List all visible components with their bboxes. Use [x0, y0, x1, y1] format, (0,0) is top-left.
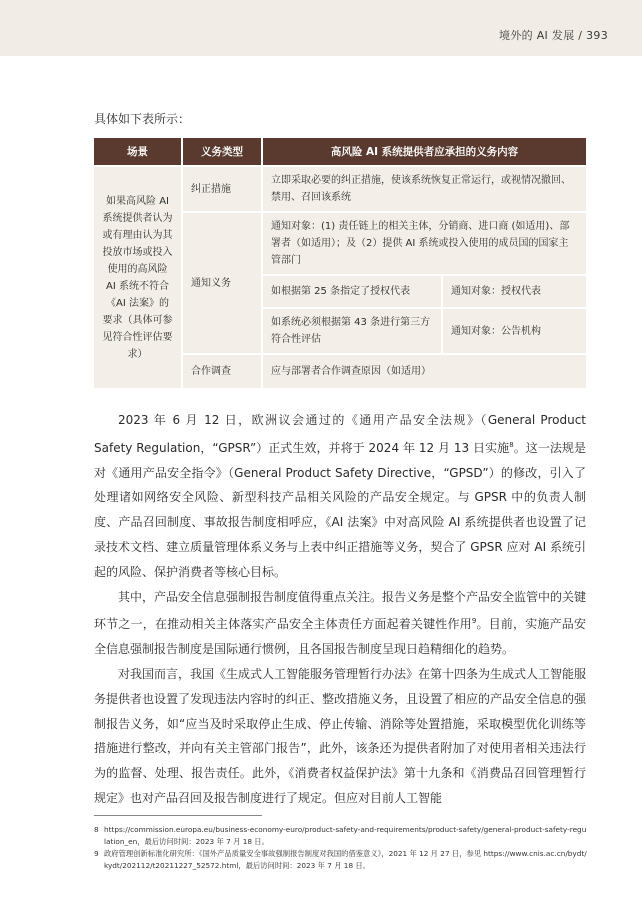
content-corrective: 立即采取必要的纠正措施，使该系统恢复正常运行，或视情况撤回、禁用、召回该系统	[262, 166, 586, 212]
scene-cell: 如果高风险 AI 系统提供者认为或有理由认为其投放市场或投入使用的高风险 AI 系统不符合《AI 法案》的要求（具体可参见符合性评估要求）	[94, 166, 182, 388]
content-cooperate: 应与部署者合作调查原因（如适用）	[262, 354, 586, 388]
running-header: 境外的 AI 发展 / 393	[499, 29, 608, 42]
notify-target-2: 通知对象：公告机构	[442, 308, 586, 354]
header-scene: 场景	[94, 138, 182, 166]
type-cooperate: 合作调查	[182, 354, 262, 388]
footnote-mark: 9	[94, 849, 99, 858]
table-header-row	[94, 138, 586, 166]
type-notify: 通知义务	[182, 212, 262, 354]
table-row	[94, 166, 586, 212]
paragraph-reporting: 其中，产品安全信息强制报告制度值得重点关注。报告义务是整个产品安全监管中的关键环节之一，在推动相关主体落实产品安全主体责任方面起着关键性作用$^9$。目前，实施产品安全信息强制报告制度是国际通行惯例，且各国报告制度呈现日趋精细化的趋势。	[94, 589, 587, 657]
footnote-ref-8: 8	[509, 440, 514, 449]
paragraph-china: 对我国而言，我国《生成式人工智能服务管理暂行办法》在第十四条为生成式人工智能服务提供者也设置了发现违法内容时的纠正、整改措施义务，且设置了相应的产品安全信息的强制报告义务，如“应当及时采取停止生成、停止传输、消除等处置措施，采取模型优化训练等措施进行整改，并向有关主管部门报告”，此外，该条还为提供者附加了对使用者相关违法行为的监督、处理、报告责任。此外，《消费者权益保护法》第十九条和《消费品召回管理暂行规定》也对产品召回及报告制度进行了规定。但应对目前人工智能	[94, 666, 587, 805]
footnotes	[94, 824, 588, 872]
footnote-text: https://commission.europa.eu/business-economy-euro/product-safety-and-requirements/product-safety/general-product-safety-regulation_en，最后访问时间：2023 年 7 月 18 日。	[104, 825, 587, 846]
type-corrective: 纠正措施	[182, 166, 262, 212]
notify-condition-1: 如根据第 25 条指定了授权代表	[262, 275, 442, 308]
obligations-table	[94, 138, 586, 388]
footnote-divider	[94, 815, 262, 816]
notify-condition-2: 如系统必须根据第 43 条进行第三方符合性评估	[262, 308, 442, 354]
header-content: 高风险 AI 系统提供者应承担的义务内容	[262, 138, 586, 166]
content-notify-general: 通知对象：(1) 责任链上的相关主体，分销商、进口商 (如适用)、部署者（如适用）；及（2）提供 AI 系统或投入使用的成员国的国家主管部门	[262, 212, 586, 275]
header-type: 义务类型	[182, 138, 262, 166]
body-paragraphs	[94, 408, 586, 811]
footnote-8	[94, 824, 588, 848]
intro-text: 具体如下表所示：	[94, 112, 191, 126]
footnote-9	[94, 848, 588, 872]
footnote-mark: 8	[94, 825, 99, 834]
footnote-ref-9: 9	[471, 617, 477, 626]
footnote-text: 政府管理创新标准化研究所：《国外产品质量安全事故强制报告制度对我国的借鉴意义》，2021 年 12 月 27 日，参见 https://www.cnis.ac.cn/bydt/kydt/202112/t20211227_52572.html，最后访问时间：2023 年 7 月 18 日。	[104, 849, 587, 870]
paragraph-gpsr: 2023 年 6 月 12 日，欧洲议会通过的《通用产品安全法规》（General Product Safety Regulation，“GPSR”）正式生效，并将于 2024 年 12 月 13 日实施$^8$。这一法规是对《通用产品安全指令》（General Product Safety Directive，“GPSD”）的修改，引入了处理诸如网络安全风险、新型科技产品相关风险的产品安全规定。与 GPSR 中的负责人制度、产品召回制度、事故报告制度相呼应，《AI 法案》中对高风险 AI 系统提供者也设置了记录技术文档、建立质量管理体系义务与上表中纠正措施等义务，契合了 GPSR 应对 AI 系统引起的风险、保护消费者等核心目标。	[94, 413, 586, 579]
page-header	[0, 0, 642, 56]
notify-target-1: 通知对象：授权代表	[442, 275, 586, 308]
